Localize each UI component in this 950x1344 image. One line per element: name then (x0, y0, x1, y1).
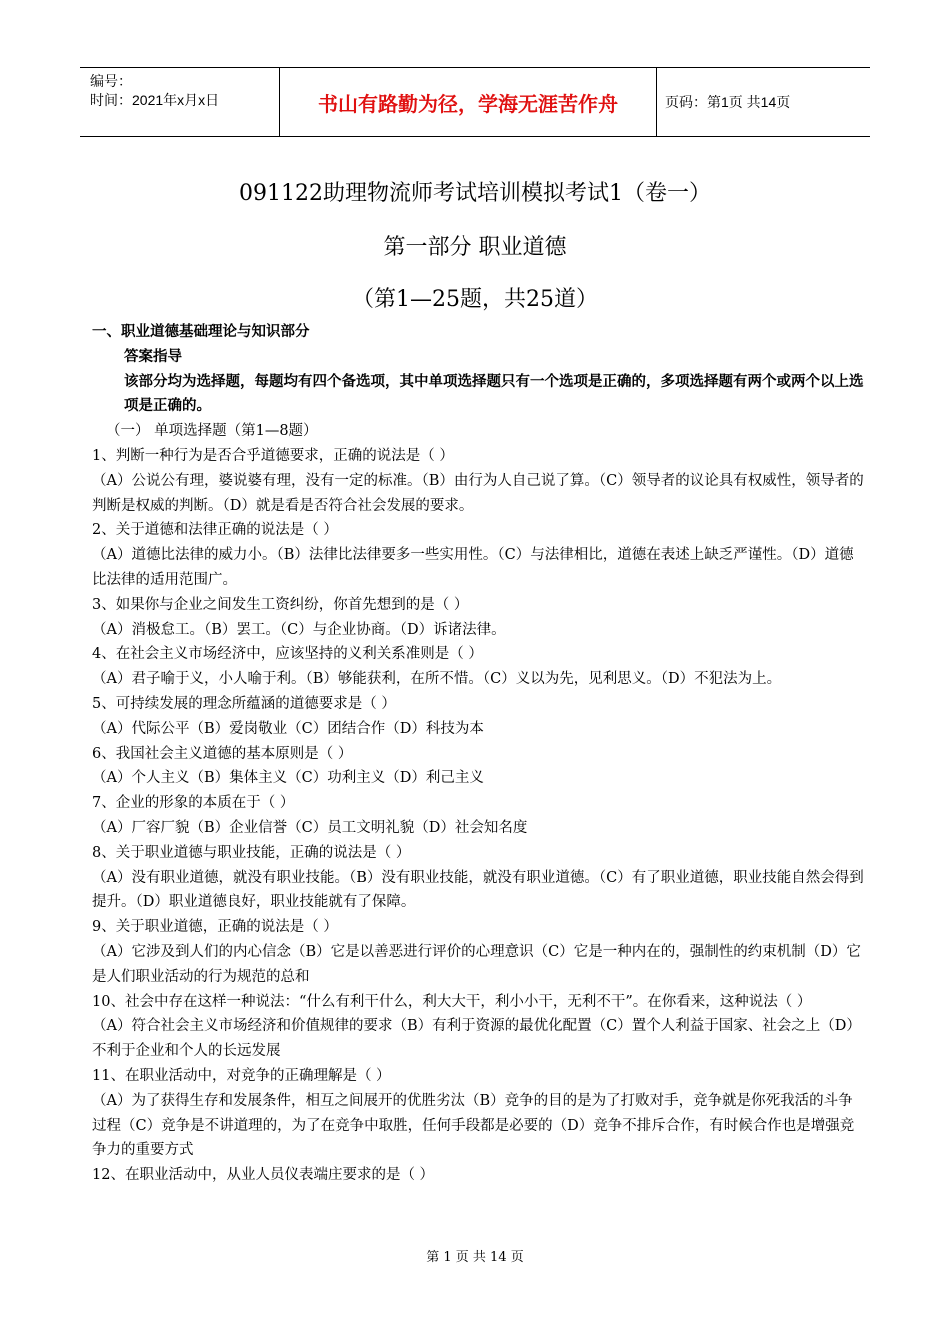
single-choice-heading: （一） 单项选择题（第1—8题） (106, 423, 318, 440)
document-title: 091122助理物流师考试培训模拟考试1（卷一） (239, 181, 711, 206)
question-options: （A）符合社会主义市场经济和价值规律的要求（B）有利于资源的最优化配置（C）置个人利益于国家、社会之上（D）不利于企业和个人的长远发展 (92, 1018, 861, 1060)
question-stem: 7、企业的形象的本质在于（ ） (92, 795, 295, 812)
question-options: （A）道德比法律的威力小。（B）法律比法律要多一些实用性。（C）与法律相比，道德在表述上缺乏严谨性。（D）道德比法律的适用范围广。 (92, 547, 854, 588)
question-stem: 3、如果你与企业之间发生工资纠纷，你首先想到的是（ ） (92, 596, 469, 613)
page-header (80, 67, 870, 137)
document-number-label: 编号： (90, 73, 132, 89)
question-options: （A）个人主义（B）集体主义（C）功利主义（D）利己主义 (92, 770, 484, 787)
question-options: （A）没有职业道德，就没有职业技能。（B）没有职业技能，就没有职业道德。（C）有了职业道德，职业技能自然会得到提升。（D）职业道德良好，职业技能就有了保障。 (92, 869, 864, 911)
question-list (92, 444, 867, 1188)
header-page-info: 页码：第1页 共14页 (665, 94, 791, 110)
question-stem: 4、在社会主义市场经济中，应该坚持的义利关系准则是（ ） (92, 646, 483, 663)
question-options: （A）消极怠工。（B）罢工。（C）与企业协商。（D）诉诸法律。 (92, 621, 506, 638)
question-options: （A）代际公平（B）爱岗敬业（C）团结合作（D）科技为本 (92, 720, 484, 737)
header-motto: 书山有路勤为径，学海无涯苦作舟 (280, 68, 657, 136)
section-heading: 一、职业道德基础理论与知识部分 (92, 324, 310, 340)
part-title: 第一部分 职业道德 (383, 235, 567, 260)
answer-guide-text: 该部分均为选择题，每题均有四个备选项，其中单项选择题只有一个选项是正确的，多项选择题有两个或两个以上选项是正确的。 (124, 373, 864, 415)
question-options: （A）君子喻于义，小人喻于利。（B）够能获利，在所不惜。（C）义以为先，见利思义。（D）不犯法为上。 (92, 671, 782, 688)
question-stem: 11、在职业活动中，对竞争的正确理解是（ ） (92, 1067, 391, 1084)
question-stem: 8、关于职业道德与职业技能，正确的说法是（ ） (92, 844, 411, 861)
header-left-cell (80, 68, 280, 136)
document-body (92, 320, 867, 1188)
question-options: （A）它涉及到人们的内心信念（B）它是以善恶进行评价的心理意识（C）它是一种内在的，强制性的约束机制（D）它是人们职业活动的行为规范的总和 (92, 943, 861, 985)
question-options: （A）公说公有理，婆说婆有理，没有一定的标准。（B）由行为人自己说了算。（C）领导者的议论具有权威性，领导者的判断是权威的判断。（D）就是看是否符合社会发展的要求。 (92, 472, 864, 514)
question-options: （A）厂容厂貌（B）企业信誉（C）员工文明礼貌（D）社会知名度 (92, 819, 528, 836)
question-options: （A）为了获得生存和发展条件，相互之间展开的优胜劣汰（B）竞争的目的是为了打败对手，竞争就是你死我活的斗争过程（C）竞争是不讲道理的，为了在竞争中取胜，任何手段都是必要的（D）竞争不排斥合作，有时候合作也是增强竞争力的重要方式 (92, 1092, 855, 1159)
page-footer: 第 1 页 共 14 页 (426, 1250, 524, 1265)
document-date-label: 时间：2021年x月x日 (90, 92, 220, 108)
question-stem: 2、关于道德和法律正确的说法是（ ） (92, 522, 338, 539)
question-stem: 12、在职业活动中，从业人员仪表端庄要求的是（ ） (92, 1167, 435, 1184)
question-stem: 5、可持续发展的理念所蕴涵的道德要求是（ ） (92, 695, 396, 712)
question-stem: 6、我国社会主义道德的基本原则是（ ） (92, 745, 353, 762)
question-stem: 1、判断一种行为是否合乎道德要求，正确的说法是（ ） (92, 447, 454, 464)
answer-guide-label: 答案指导 (124, 348, 182, 365)
question-range-title: （第1—25题，共25道） (352, 287, 598, 312)
question-stem: 9、关于职业道德，正确的说法是（ ） (92, 919, 338, 936)
question-stem: 10、社会中存在这样一种说法：“什么有利干什么，利大大干，利小小干，无利不干”。在你看来，这种说法（ ） (92, 993, 812, 1010)
